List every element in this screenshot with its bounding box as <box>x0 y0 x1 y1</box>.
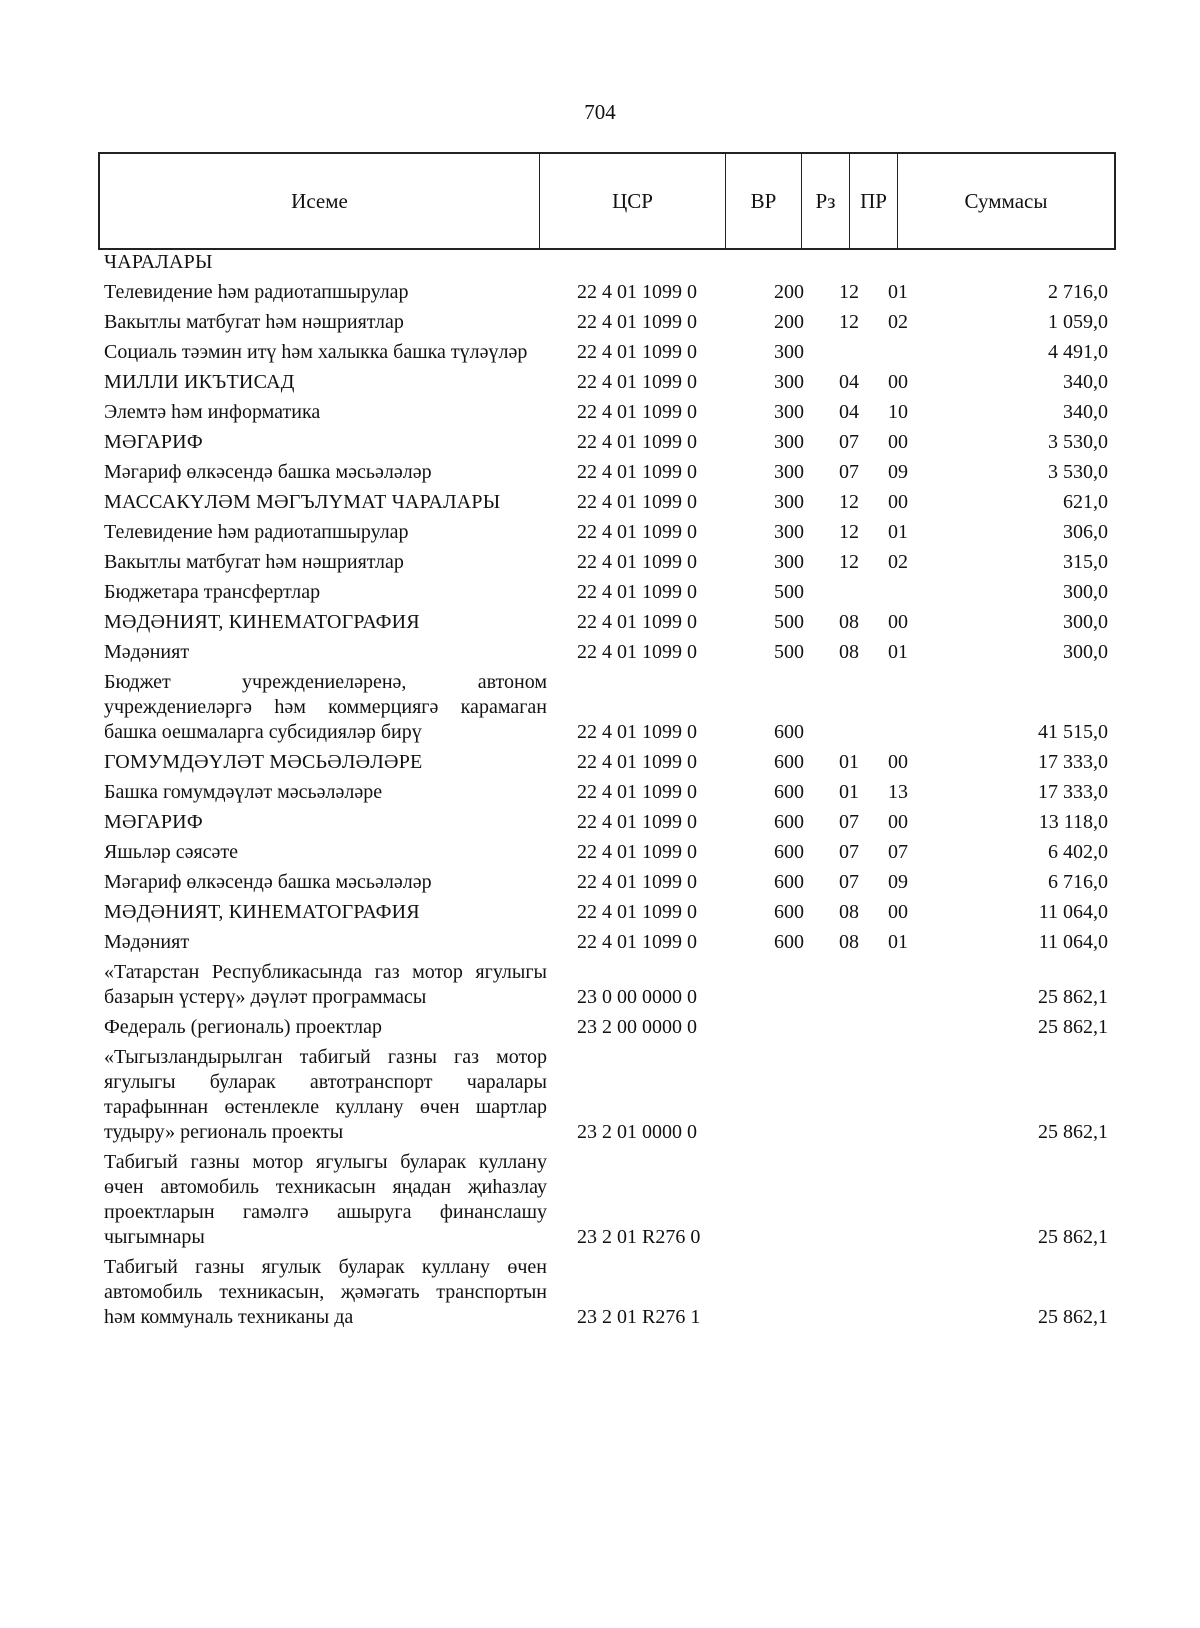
cell-sum: 340,0 <box>1063 371 1108 393</box>
table-row <box>104 896 1116 926</box>
cell-rz: 07 <box>839 841 859 863</box>
cell-rz: 12 <box>839 311 859 333</box>
cell-pr: 01 <box>888 641 908 663</box>
table-row <box>104 636 1116 666</box>
cell-sum: 2 716,0 <box>1048 281 1108 303</box>
cell-csr: 22 4 01 1099 0 <box>577 401 697 423</box>
cell-sum: 25 862,1 <box>1038 1306 1108 1328</box>
cell-vr: 600 <box>774 781 804 803</box>
cell-name: Телевидение һәм радиотапшырулар <box>104 281 409 303</box>
cell-pr: 00 <box>888 491 908 513</box>
cell-pr: 00 <box>888 811 908 833</box>
table-row <box>104 396 1116 426</box>
table-row <box>104 836 1116 866</box>
cell-vr: 300 <box>774 401 804 423</box>
cell-csr: 22 4 01 1099 0 <box>577 931 697 953</box>
cell-csr: 22 4 01 1099 0 <box>577 581 697 603</box>
cell-csr: 23 2 00 0000 0 <box>577 1016 697 1038</box>
cell-vr: 500 <box>774 581 804 603</box>
cell-sum: 25 862,1 <box>1038 1226 1108 1248</box>
header-csr: ЦСР <box>540 154 726 248</box>
cell-sum: 17 333,0 <box>1038 751 1108 773</box>
cell-sum: 300,0 <box>1063 641 1108 663</box>
cell-csr: 22 4 01 1099 0 <box>577 341 697 363</box>
cell-vr: 300 <box>774 491 804 513</box>
cell-vr: 600 <box>774 751 804 773</box>
cell-vr: 500 <box>774 611 804 633</box>
table-row <box>104 666 1116 746</box>
cell-vr: 600 <box>774 841 804 863</box>
cell-name: Вакытлы матбугат һәм нәшриятлар <box>104 551 404 573</box>
cell-rz: 12 <box>839 551 859 573</box>
cell-sum: 300,0 <box>1063 581 1108 603</box>
cell-csr: 22 4 01 1099 0 <box>577 431 697 453</box>
table-row <box>104 250 1116 276</box>
cell-rz: 12 <box>839 491 859 513</box>
cell-rz: 01 <box>839 781 859 803</box>
cell-pr: 10 <box>888 401 908 423</box>
cell-name: МӘДӘНИЯТ, КИНЕМАТОГРАФИЯ <box>104 901 420 923</box>
cell-vr: 200 <box>774 281 804 303</box>
table-row <box>104 926 1116 956</box>
cell-csr: 23 2 01 R276 0 <box>577 1226 701 1248</box>
cell-name: Яшьләр сәясәте <box>104 841 239 863</box>
table-row <box>104 1041 1116 1146</box>
table-row <box>104 1011 1116 1041</box>
cell-sum: 17 333,0 <box>1038 781 1108 803</box>
cell-csr: 22 4 01 1099 0 <box>577 781 697 803</box>
cell-sum: 4 491,0 <box>1048 341 1108 363</box>
header-name: Исеме <box>100 154 540 248</box>
table-row <box>104 956 1116 1011</box>
cell-vr: 600 <box>774 811 804 833</box>
table-row <box>104 866 1116 896</box>
cell-sum: 300,0 <box>1063 611 1108 633</box>
cell-name: Федераль (региональ) проектлар <box>104 1016 382 1038</box>
cell-csr: 22 4 01 1099 0 <box>577 371 697 393</box>
cell-sum: 3 530,0 <box>1048 461 1108 483</box>
cell-sum: 25 862,1 <box>1038 1016 1108 1038</box>
header-vr: ВР <box>726 154 802 248</box>
page-number: 704 <box>584 100 616 124</box>
cell-csr: 23 0 00 0000 0 <box>577 986 697 1008</box>
header-rz: Рз <box>802 154 850 248</box>
table-row <box>104 606 1116 636</box>
cell-vr: 300 <box>774 461 804 483</box>
table-row <box>104 306 1116 336</box>
cell-name: Бюджет учреждениеләренә, автоном учреждениеләргә һәм коммерциягә карамаган башка оешмаларга субсидияләр бирү <box>104 671 547 743</box>
table-row <box>104 1251 1116 1331</box>
cell-name: МӘГАРИФ <box>104 431 203 453</box>
cell-pr: 09 <box>888 461 908 483</box>
cell-rz: 07 <box>839 461 859 483</box>
table-row <box>104 486 1116 516</box>
cell-name: ЧАРАЛАРЫ <box>104 251 213 273</box>
table-row <box>104 366 1116 396</box>
cell-name: МӘДӘНИЯТ, КИНЕМАТОГРАФИЯ <box>104 611 420 633</box>
cell-name: Табигый газны ягулык буларак куллану өчен автомобиль техникасын, җәмәгать транспортын һәм коммуналь техниканы да <box>104 1256 547 1328</box>
cell-pr: 00 <box>888 901 908 923</box>
cell-name: Мәдәният <box>104 641 190 663</box>
cell-csr: 22 4 01 1099 0 <box>577 811 697 833</box>
cell-sum: 11 064,0 <box>1038 931 1108 953</box>
cell-name: МАССАКҮЛӘМ МӘГЪЛҮМАТ ЧАРАЛАРЫ <box>104 491 501 513</box>
table-row <box>104 546 1116 576</box>
cell-sum: 25 862,1 <box>1038 1121 1108 1143</box>
cell-vr: 200 <box>774 311 804 333</box>
cell-name: ГОМУМДӘҮЛӘТ МӘСЬӘЛӘЛӘРЕ <box>104 751 423 773</box>
cell-sum: 621,0 <box>1063 491 1108 513</box>
cell-rz: 08 <box>839 641 859 663</box>
cell-vr: 300 <box>774 431 804 453</box>
cell-pr: 00 <box>888 611 908 633</box>
cell-sum: 306,0 <box>1063 521 1108 543</box>
cell-csr: 22 4 01 1099 0 <box>577 641 697 663</box>
table-row <box>104 456 1116 486</box>
cell-rz: 07 <box>839 431 859 453</box>
cell-vr: 300 <box>774 341 804 363</box>
header-pr: ПР <box>850 154 898 248</box>
cell-sum: 11 064,0 <box>1038 901 1108 923</box>
cell-name: «Татарстан Республикасында газ мотор ягулыгы базарын үстерү» дәүләт программасы <box>104 961 547 1008</box>
cell-vr: 300 <box>774 371 804 393</box>
cell-rz: 04 <box>839 401 859 423</box>
cell-csr: 22 4 01 1099 0 <box>577 461 697 483</box>
table-body <box>104 250 1116 1331</box>
cell-name: Телевидение һәм радиотапшырулар <box>104 521 409 543</box>
cell-rz: 01 <box>839 751 859 773</box>
cell-csr: 22 4 01 1099 0 <box>577 311 697 333</box>
table-row <box>104 426 1116 456</box>
table-row <box>104 516 1116 546</box>
cell-sum: 6 402,0 <box>1048 841 1108 863</box>
cell-name: Мәгариф өлкәсендә башка мәсьәләләр <box>104 461 432 483</box>
cell-pr: 07 <box>888 841 908 863</box>
cell-csr: 22 4 01 1099 0 <box>577 491 697 513</box>
cell-csr: 23 2 01 R276 1 <box>577 1306 701 1328</box>
cell-rz: 12 <box>839 281 859 303</box>
cell-name: Социаль тәэмин итү һәм халыкка башка түләүләр <box>104 341 528 363</box>
cell-vr: 600 <box>774 931 804 953</box>
cell-sum: 13 118,0 <box>1038 811 1108 833</box>
cell-csr: 22 4 01 1099 0 <box>577 841 697 863</box>
table-row <box>104 776 1116 806</box>
cell-csr: 22 4 01 1099 0 <box>577 611 697 633</box>
cell-vr: 300 <box>774 521 804 543</box>
cell-name: Башка гомумдәүләт мәсьәләләре <box>104 781 383 803</box>
cell-pr: 00 <box>888 371 908 393</box>
cell-name: Табигый газны мотор ягулыгы буларак куллану өчен автомобиль техникасын яңадан җиһазлау проектларын гамәлгә ашыруга финанслашу чыгымнары <box>104 1151 547 1248</box>
cell-rz: 08 <box>839 931 859 953</box>
cell-rz: 07 <box>839 811 859 833</box>
cell-csr: 22 4 01 1099 0 <box>577 281 697 303</box>
cell-sum: 41 515,0 <box>1038 721 1108 743</box>
cell-pr: 13 <box>888 781 908 803</box>
cell-rz: 08 <box>839 611 859 633</box>
cell-name: Элемтә һәм информатика <box>104 401 321 423</box>
cell-rz: 08 <box>839 901 859 923</box>
cell-sum: 340,0 <box>1063 401 1108 423</box>
cell-name: Мәгариф өлкәсендә башка мәсьәләләр <box>104 871 432 893</box>
cell-vr: 300 <box>774 551 804 573</box>
table-row <box>104 746 1116 776</box>
cell-name: Вакытлы матбугат һәм нәшриятлар <box>104 311 404 333</box>
cell-name: «Тыгызландырылган табигый газны газ мотор ягулыгы буларак автотранспорт чаралары тарафыннан өстенлекле куллану өчен шартлар тудыру» региональ проекты <box>104 1046 547 1143</box>
table-row <box>104 276 1116 306</box>
cell-vr: 600 <box>774 871 804 893</box>
header-sum: Суммасы <box>964 188 1048 213</box>
cell-csr: 22 4 01 1099 0 <box>577 901 697 923</box>
cell-rz: 04 <box>839 371 859 393</box>
cell-csr: 22 4 01 1099 0 <box>577 871 697 893</box>
cell-csr: 22 4 01 1099 0 <box>577 551 697 573</box>
cell-csr: 22 4 01 1099 0 <box>577 751 697 773</box>
cell-pr: 00 <box>888 751 908 773</box>
table-row <box>104 806 1116 836</box>
cell-sum: 1 059,0 <box>1048 311 1108 333</box>
cell-rz: 12 <box>839 521 859 543</box>
cell-pr: 02 <box>888 551 908 573</box>
cell-csr: 22 4 01 1099 0 <box>577 521 697 543</box>
cell-sum: 315,0 <box>1063 551 1108 573</box>
cell-sum: 25 862,1 <box>1038 986 1108 1008</box>
table-row <box>104 1146 1116 1251</box>
cell-vr: 500 <box>774 641 804 663</box>
cell-name: МӘГАРИФ <box>104 811 203 833</box>
cell-pr: 09 <box>888 871 908 893</box>
cell-name: Бюджетара трансфертлар <box>104 581 321 603</box>
cell-pr: 00 <box>888 431 908 453</box>
cell-vr: 600 <box>774 721 804 743</box>
cell-pr: 01 <box>888 521 908 543</box>
table-row <box>104 576 1116 606</box>
table-header <box>98 152 1116 250</box>
table-row <box>104 336 1116 366</box>
cell-pr: 01 <box>888 281 908 303</box>
cell-sum: 3 530,0 <box>1048 431 1108 453</box>
cell-pr: 01 <box>888 931 908 953</box>
cell-csr: 22 4 01 1099 0 <box>577 721 697 743</box>
cell-csr: 23 2 01 0000 0 <box>577 1121 697 1143</box>
cell-rz: 07 <box>839 871 859 893</box>
cell-sum: 6 716,0 <box>1048 871 1108 893</box>
cell-pr: 02 <box>888 311 908 333</box>
cell-name: МИЛЛИ ИКЪТИСАД <box>104 371 295 393</box>
cell-vr: 600 <box>774 901 804 923</box>
cell-name: Мәдәният <box>104 931 190 953</box>
